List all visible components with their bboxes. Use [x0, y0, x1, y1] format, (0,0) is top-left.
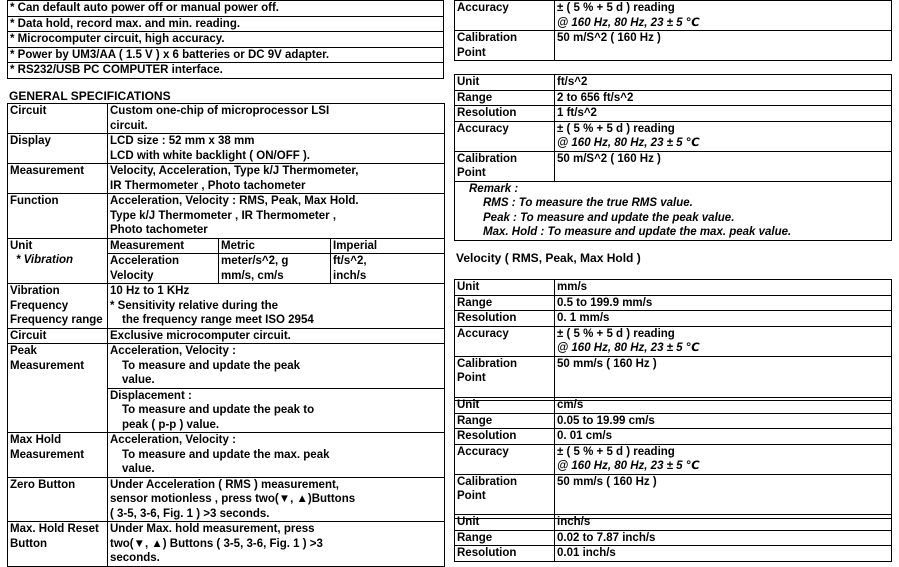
- spec-value: Custom one-chip of microprocessor LSI circuit.: [108, 104, 445, 134]
- spec-label: Accuracy: [455, 444, 555, 474]
- spec-label: Vibration Frequency Frequency range: [8, 284, 108, 329]
- spec-label: Range: [455, 413, 555, 429]
- general-specs-table: [7, 103, 445, 567]
- spec-label: Resolution: [455, 429, 555, 445]
- spec-label: Circuit: [8, 328, 108, 344]
- spec-label: Range: [455, 530, 555, 546]
- spec-value: 0. 1 mm/s: [555, 311, 892, 327]
- spec-value: Acceleration, Velocity : RMS, Peak, Max Hold. Type k/J Thermometer , IR Thermometer , Photo tachometer: [108, 194, 445, 239]
- spec-label: Resolution: [455, 311, 555, 327]
- spec-value: 1 ft/s^2: [555, 106, 892, 122]
- spec-label: Function: [8, 194, 108, 239]
- velocity-table-cm: [454, 397, 892, 519]
- remark-line: Max. Hold : To measure and update the max. peak value.: [483, 226, 792, 238]
- spec-value: 0.05 to 19.99 cm/s: [555, 413, 892, 429]
- spec-label: Calibration Point: [455, 151, 555, 181]
- spec-value: ± ( 5 % + 5 d ) reading @ 160 Hz, 80 Hz, 23 ± 5 ℃: [555, 1, 892, 31]
- spec-value: 10 Hz to 1 KHz * Sensitivity relative during the the frequency range meet ISO 2954: [108, 284, 445, 329]
- spec-label: Circuit: [8, 104, 108, 134]
- spec-label: Unit: [455, 515, 555, 531]
- spec-value: 50 mm/s ( 160 Hz ): [555, 474, 892, 518]
- spec-label: Accuracy: [455, 121, 555, 151]
- spec-value: Acceleration, Velocity : To measure and update the max. peak value.: [108, 433, 445, 478]
- features-table: [7, 0, 444, 79]
- spec-value: ± ( 5 % + 5 d ) reading @ 160 Hz, 80 Hz, 23 ± 5 ℃: [555, 326, 892, 356]
- unit-cell: mm/s, cm/s: [219, 269, 331, 284]
- feature-item: * Microcomputer circuit, high accuracy.: [8, 32, 444, 48]
- spec-value: 2 to 656 ft/s^2: [555, 90, 892, 106]
- spec-value: 50 m/S^2 ( 160 Hz ): [555, 151, 892, 181]
- velocity-table-mm: [454, 279, 892, 401]
- spec-value: 0.5 to 199.9 mm/s: [555, 295, 892, 311]
- unit-header: Metric: [219, 238, 331, 254]
- spec-label: Peak Measurement: [8, 344, 108, 433]
- spec-value: Exclusive microcomputer circuit.: [108, 328, 445, 344]
- velocity-title: Velocity ( RMS, Peak, Max Hold ): [456, 251, 641, 265]
- unit-cell: Velocity: [108, 269, 219, 284]
- spec-value: Acceleration, Velocity : To measure and update the peak value.: [108, 344, 445, 389]
- acceleration-table-2: [454, 74, 892, 241]
- spec-label: Resolution: [455, 106, 555, 122]
- velocity-table-inch: [454, 514, 892, 562]
- acceleration-table-1: [454, 0, 892, 61]
- spec-label: Accuracy: [455, 1, 555, 31]
- unit-cell: inch/s: [331, 269, 445, 284]
- spec-label: Calibration Point: [455, 31, 555, 61]
- spec-label: Measurement: [8, 164, 108, 194]
- spec-value: LCD size : 52 mm x 38 mm LCD with white backlight ( ON/OFF ).: [108, 134, 445, 164]
- spec-label: Display: [8, 134, 108, 164]
- spec-label: Calibration Point: [455, 356, 555, 400]
- unit-cell: Acceleration: [108, 254, 219, 269]
- spec-label: Unit: [455, 398, 555, 414]
- spec-value: ± ( 5 % + 5 d ) reading @ 160 Hz, 80 Hz, 23 ± 5 ℃: [555, 121, 892, 151]
- feature-item: * Data hold, record max. and min. reading.: [8, 16, 444, 32]
- spec-value: inch/s: [555, 515, 892, 531]
- spec-label: Unit: [455, 280, 555, 296]
- spec-label: Unit * Vibration: [8, 238, 108, 284]
- unit-cell: ft/s^2,: [331, 254, 445, 269]
- spec-value: 0.01 inch/s: [555, 546, 892, 562]
- spec-label: Range: [455, 295, 555, 311]
- spec-value: ft/s^2: [555, 75, 892, 91]
- spec-label: Resolution: [455, 546, 555, 562]
- spec-value: mm/s: [555, 280, 892, 296]
- unit-cell: meter/s^2, g: [219, 254, 331, 269]
- unit-header: Measurement: [108, 238, 219, 254]
- spec-value: Under Acceleration ( RMS ) measurement, sensor motionless , press two(▼, ▲)Buttons ( 3-5, 3-6, Fig. 1 ) >3 seconds.: [108, 477, 445, 522]
- remark-title: Remark :: [469, 182, 519, 195]
- remark-line: Peak : To measure and update the peak value.: [483, 211, 735, 224]
- remark-block: [455, 181, 892, 240]
- spec-label: Range: [455, 90, 555, 106]
- feature-item: * RS232/USB PC COMPUTER interface.: [8, 63, 444, 79]
- spec-value: Velocity, Acceleration, Type k/J Thermometer, IR Thermometer , Photo tachometer: [108, 164, 445, 194]
- spec-value: cm/s: [555, 398, 892, 414]
- spec-value: 50 m/S^2 ( 160 Hz ): [555, 31, 892, 61]
- spec-value: Displacement : To measure and update the peak to peak ( p-p ) value.: [108, 388, 445, 433]
- general-specifications-title: GENERAL SPECIFICATIONS: [9, 89, 171, 103]
- unit-header: Imperial: [331, 238, 445, 254]
- feature-item: * Can default auto power off or manual power off.: [8, 1, 444, 17]
- spec-label: Zero Button: [8, 477, 108, 522]
- remark-line: RMS : To measure the true RMS value.: [483, 197, 693, 209]
- spec-value: Under Max. hold measurement, press two(▼, ▲) Buttons ( 3-5, 3-6, Fig. 1 ) >3 seconds.: [108, 522, 445, 567]
- spec-label: Unit: [455, 75, 555, 91]
- spec-label: Accuracy: [455, 326, 555, 356]
- feature-item: * Power by UM3/AA ( 1.5 V ) x 6 batteries or DC 9V adapter.: [8, 47, 444, 63]
- spec-label: Max. Hold Reset Button: [8, 522, 108, 567]
- spec-label: Calibration Point: [455, 474, 555, 518]
- spec-value: 0. 01 cm/s: [555, 429, 892, 445]
- spec-label: Max Hold Measurement: [8, 433, 108, 478]
- spec-value: 50 mm/s ( 160 Hz ): [555, 356, 892, 400]
- spec-value: 0.02 to 7.87 inch/s: [555, 530, 892, 546]
- spec-value: ± ( 5 % + 5 d ) reading @ 160 Hz, 80 Hz, 23 ± 5 ℃: [555, 444, 892, 474]
